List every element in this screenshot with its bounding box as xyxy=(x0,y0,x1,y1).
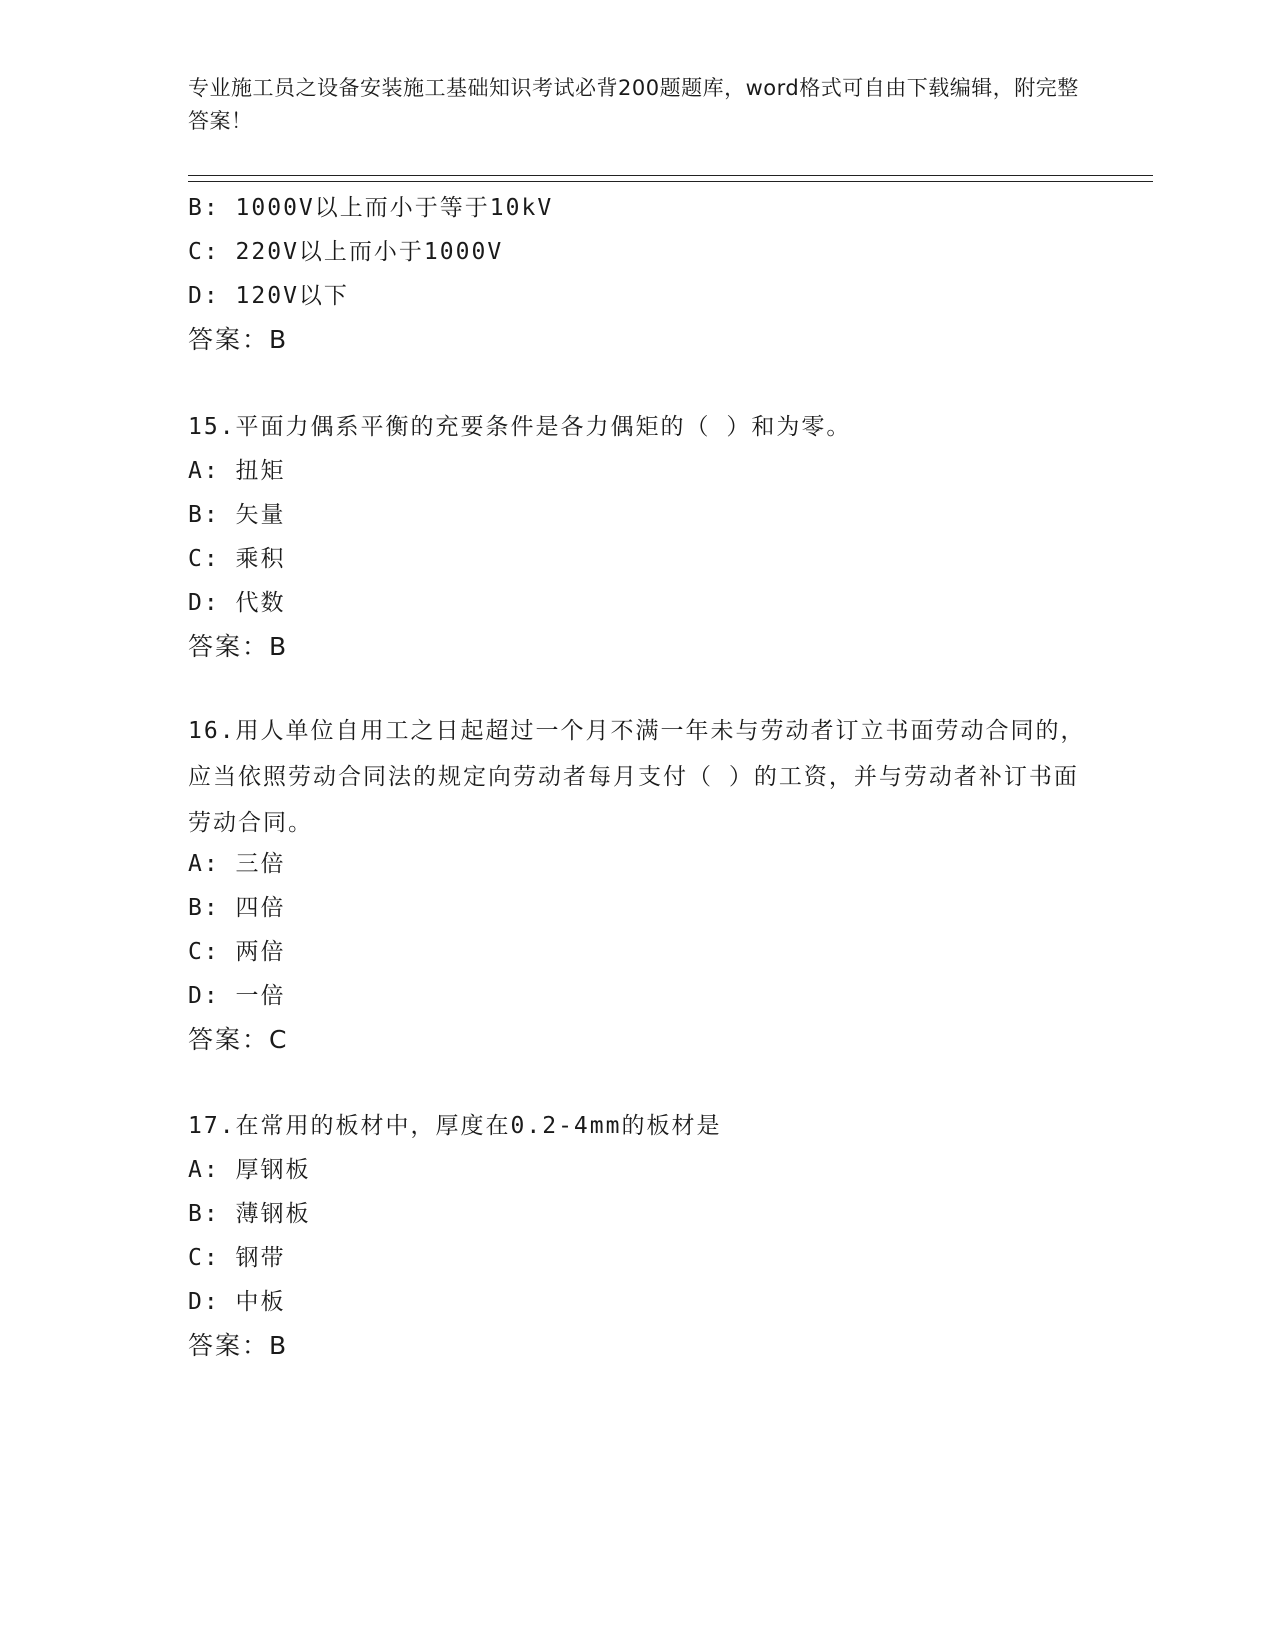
q15-option-a: A: 扭矩 xyxy=(188,458,286,484)
q17-option-a: A: 厚钢板 xyxy=(188,1157,311,1183)
q17-option-c: C: 钢带 xyxy=(188,1245,286,1271)
q16-option-b: B: 四倍 xyxy=(188,895,286,921)
q16-answer: 答案：C xyxy=(188,1025,289,1054)
q17-option-b: B: 薄钢板 xyxy=(188,1201,311,1227)
q15-option-c: C: 乘积 xyxy=(188,546,286,572)
q17-question: 17.在常用的板材中，厚度在0.2-4mm的板材是 xyxy=(188,1113,722,1139)
header-divider-top xyxy=(188,175,1153,176)
document-header: 专业施工员之设备安装施工基础知识考试必背200题题库，word格式可自由下载编辑，附完整答案！ xyxy=(188,76,1079,133)
q14-answer: 答案：B xyxy=(188,325,289,354)
q16-option-a: A: 三倍 xyxy=(188,851,286,877)
q16-question: 16.用人单位自用工之日起超过一个月不满一年未与劳动者订立书面劳动合同的，应当依照劳动合同法的规定向劳动者每月支付（ ）的工资，并与劳动者补订书面劳动合同。 xyxy=(188,718,1086,836)
q15-question: 15.平面力偶系平衡的充要条件是各力偶矩的（ ）和为零。 xyxy=(188,414,852,440)
q16-option-c: C: 两倍 xyxy=(188,939,286,965)
q15-answer: 答案：B xyxy=(188,632,289,661)
q16-option-d: D: 一倍 xyxy=(188,983,286,1009)
q14-option-d: D: 120V以下 xyxy=(188,283,349,309)
header-divider-bottom xyxy=(188,181,1153,182)
q15-option-b: B: 矢量 xyxy=(188,502,286,528)
q14-option-c: C: 220V以上而小于1000V xyxy=(188,239,504,265)
q15-option-d: D: 代数 xyxy=(188,590,286,616)
q17-option-d: D: 中板 xyxy=(188,1289,286,1315)
q17-answer: 答案：B xyxy=(188,1331,289,1360)
q14-option-b: B: 1000V以上而小于等于10kV xyxy=(188,195,554,221)
